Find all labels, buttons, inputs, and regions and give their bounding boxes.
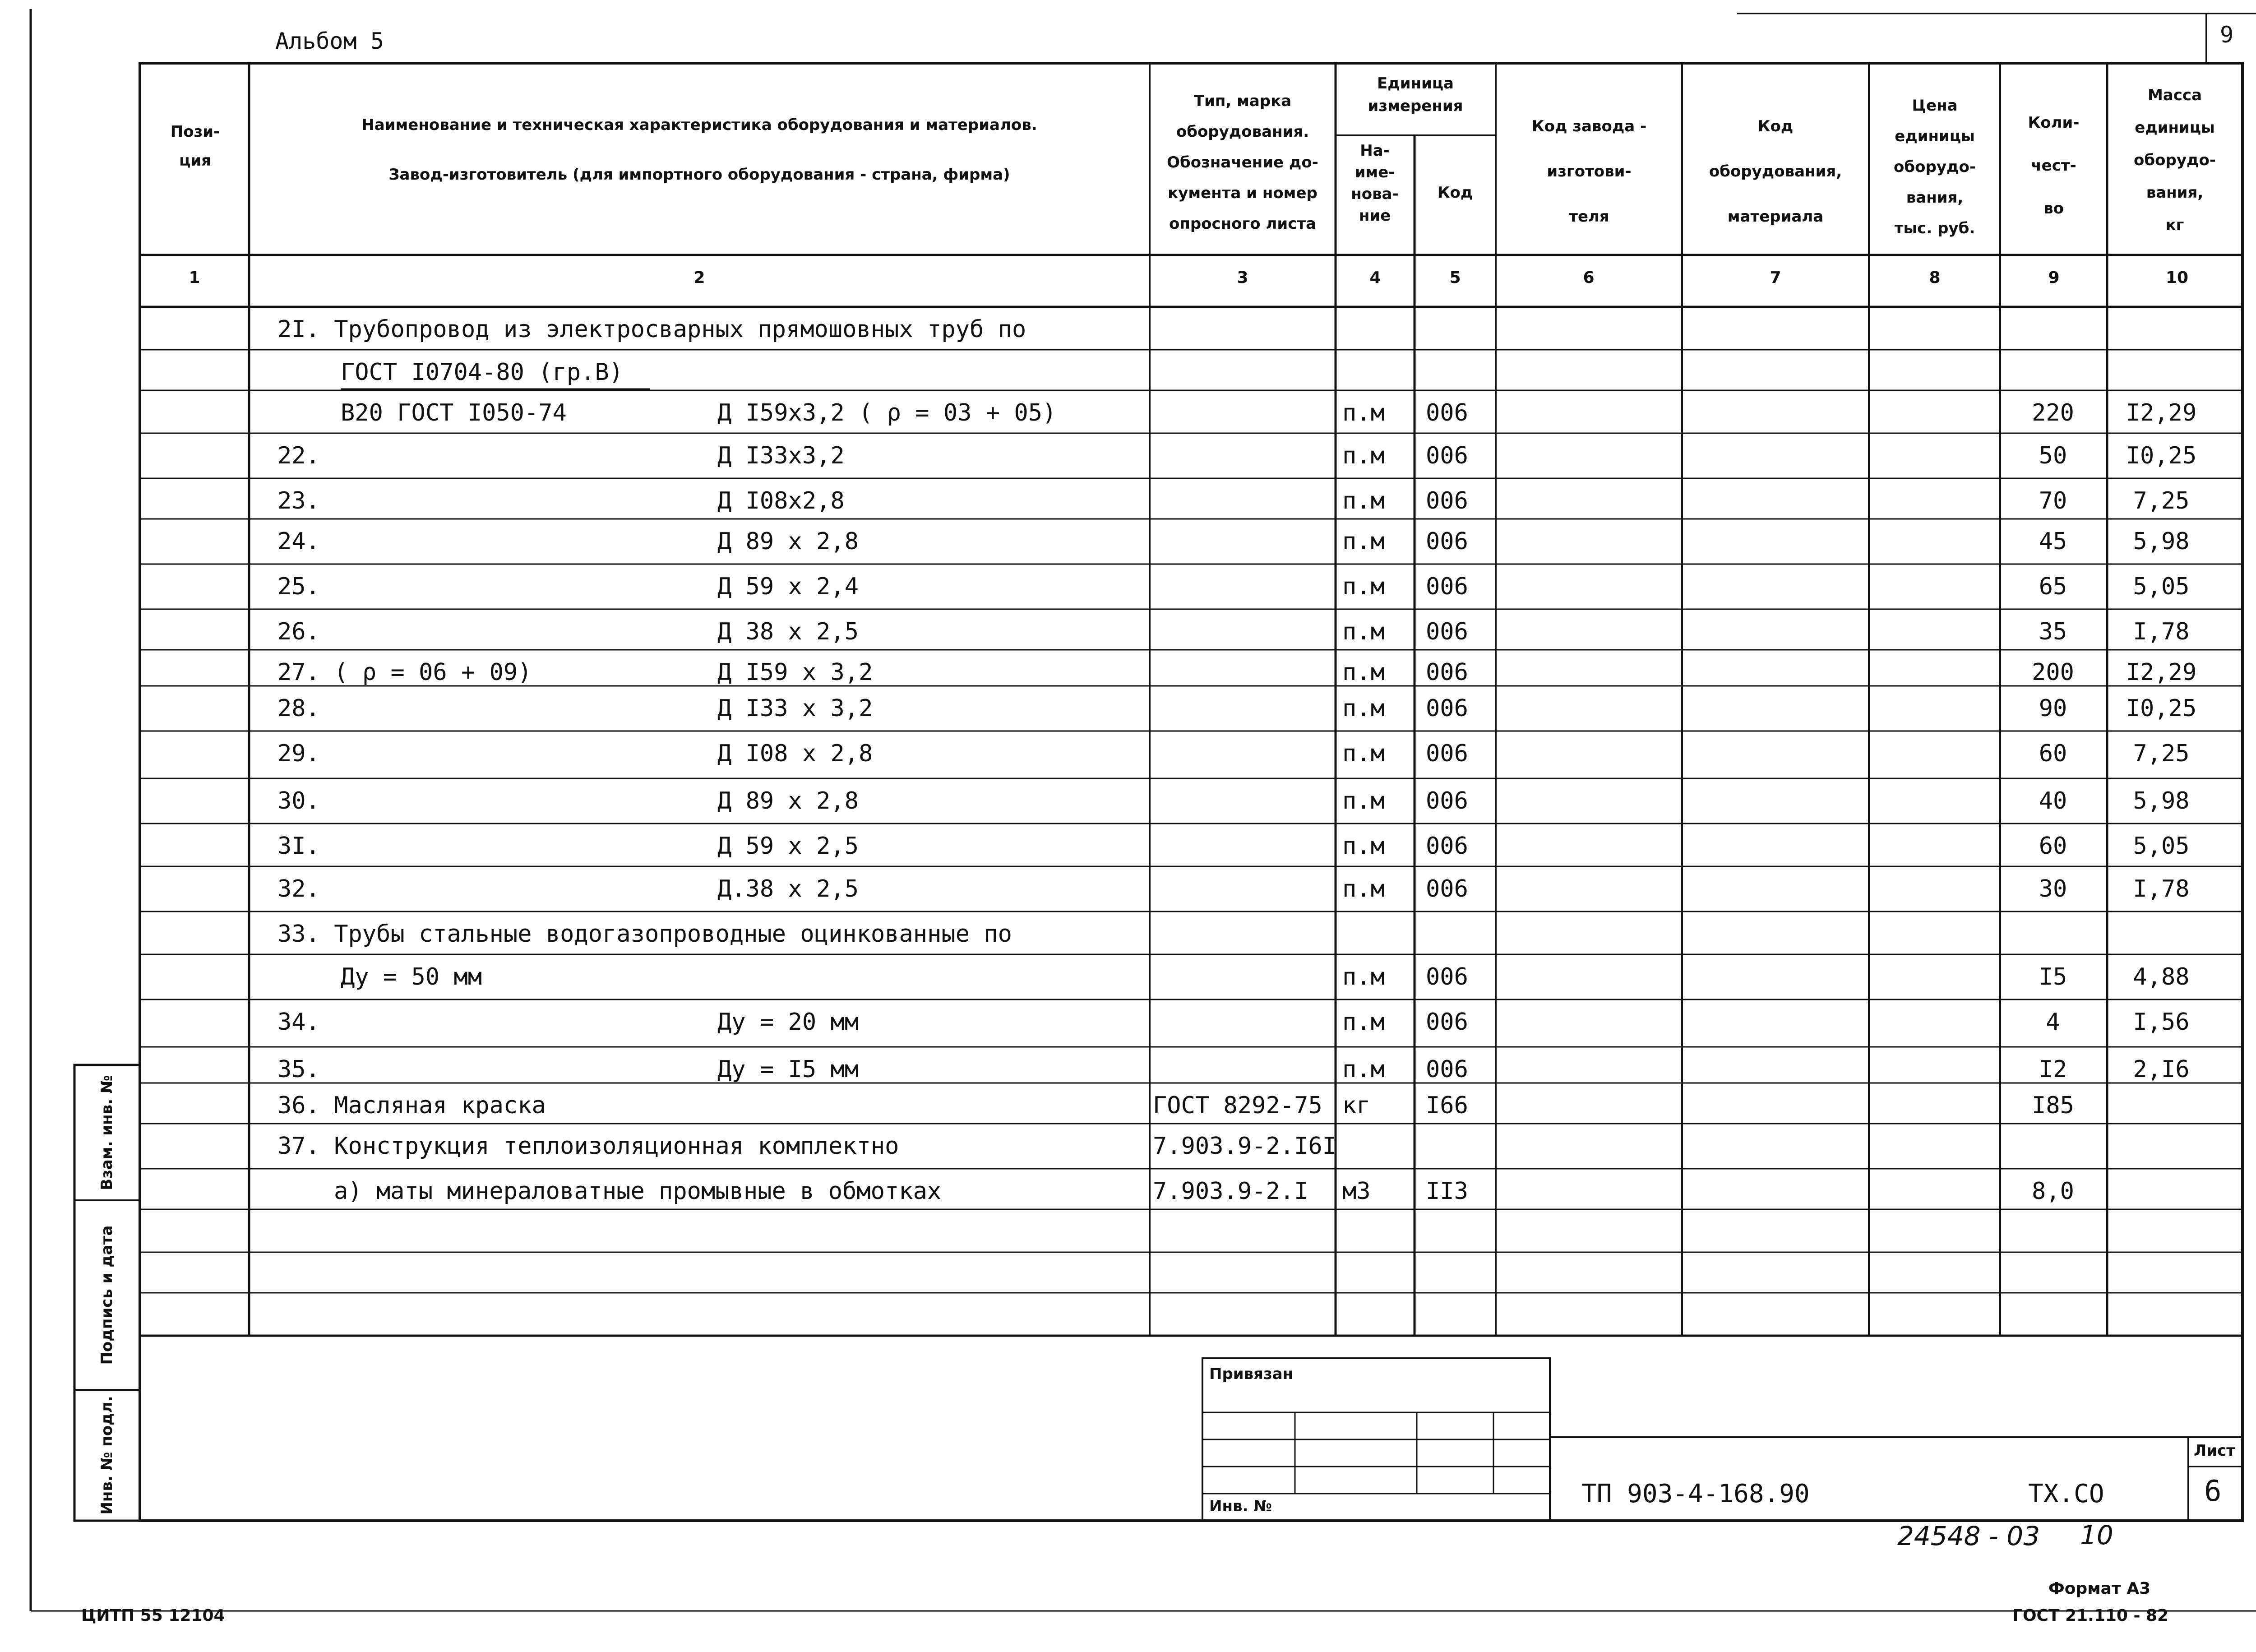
row-mass: I2,29 [2126,399,2197,426]
row-quantity: 200 [2032,659,2074,686]
row-mass: 7,25 [2133,487,2190,514]
row-size: Д I08х2,8 [717,487,845,514]
header-name-line1: Наименование и техническая характеристика оборудования и материалов. [361,116,1037,134]
header-price: Цена единицы оборудо- вания, тыс. руб. [1894,97,1976,237]
row-mass: I,78 [2133,618,2190,645]
row-quantity: I2 [2039,1056,2067,1083]
column-number: 10 [2166,268,2189,287]
row-quantity: I85 [2032,1092,2074,1119]
row-name: 22. [277,442,320,469]
row-code: 006 [1426,1056,1468,1083]
column-number: 7 [1770,268,1781,287]
row-mass: I2,29 [2126,659,2197,686]
page-corner-number: 9 [2220,22,2234,48]
row-name: 3I. [277,833,320,860]
column-number: 2 [693,268,705,287]
row-name: Ду = 50 мм [341,963,482,990]
row-quantity: 8,0 [2032,1178,2074,1205]
row-code: 006 [1426,487,1468,514]
album-label: Альбом 5 [275,28,384,54]
header-type-doc: Тип, марка оборудования. Обозначение до- кумента и номер опросного листа [1167,92,1318,233]
row-quantity: 40 [2039,787,2067,814]
row-quantity: 70 [2039,487,2067,514]
footer-left-code: ЦИТП 55 12104 [81,1606,225,1625]
header-position: Пози- ция [170,123,220,170]
row-size: Д 89 х 2,8 [717,787,859,814]
row-mass: I,56 [2133,1009,2190,1036]
row-code: 006 [1426,963,1468,990]
header-unit: Единица измерения [1368,74,1463,115]
row-unit: п.м [1342,695,1385,722]
column-number: 3 [1237,268,1248,287]
row-size: Д I33 х 3,2 [717,695,873,722]
format-label: Формат А3 [2048,1579,2151,1598]
row-name: 34. [277,1009,320,1036]
row-doc: 7.903.9-2.I [1153,1178,1308,1205]
row-quantity: 4 [2046,1009,2060,1036]
row-quantity: 65 [2039,573,2067,600]
header-quantity: Коли- чест- во [2028,114,2080,217]
row-code: 006 [1426,399,1468,426]
side-label-signature-date: Подпись и дата [98,1225,116,1365]
row-name: В20 ГОСТ I050-74 [341,399,567,426]
sheet-number: 6 [2204,1475,2222,1508]
row-mass: 5,98 [2133,528,2190,555]
row-size: Д I33х3,2 [717,442,845,469]
stamp-attached-label: Привязан [1209,1365,1294,1383]
row-mass: I,78 [2133,875,2190,902]
row-doc: ГОСТ 8292-75 [1153,1092,1322,1119]
row-name: 36. Масляная краска [277,1092,546,1119]
row-code: 006 [1426,528,1468,555]
side-label-original-inv: Инв. № подл. [98,1396,116,1515]
row-quantity: 60 [2039,833,2067,860]
row-mass: 5,98 [2133,787,2190,814]
gost-label: ГОСТ 21.110 - 82 [2012,1606,2169,1625]
row-code: 006 [1426,659,1468,686]
row-name: 25. [277,573,320,600]
row-size: Д.38 х 2,5 [717,875,859,902]
row-name: 33. Трубы стальные водогазопроводные оцинкованные по [277,921,1012,948]
row-quantity: 60 [2039,740,2067,767]
document-code: ТП 903-4-168.90 [1581,1479,1810,1509]
stamp-inv-label: Инв. № [1209,1497,1272,1515]
row-code: 006 [1426,1009,1468,1036]
row-code: 006 [1426,787,1468,814]
row-mass: I0,25 [2126,695,2197,722]
column-number: 5 [1449,268,1461,287]
row-code: I66 [1426,1092,1468,1119]
header-unit-name: На- име- нова- ние [1351,142,1399,225]
row-mass: 5,05 [2133,833,2190,860]
row-name: 27. ( ρ = 06 + 09) [277,659,532,686]
row-size: Д 89 х 2,8 [717,528,859,555]
row-unit: п.м [1342,573,1385,600]
row-quantity: I5 [2039,963,2067,990]
row-code: 006 [1426,618,1468,645]
row-quantity: 90 [2039,695,2067,722]
document-mark: ТХ.СО [2028,1479,2104,1509]
row-size: Д 59 х 2,4 [717,573,859,600]
row-mass: 5,05 [2133,573,2190,600]
row-code: 006 [1426,740,1468,767]
column-number: 4 [1369,268,1381,287]
row-code: 006 [1426,573,1468,600]
row-unit: п.м [1342,875,1385,902]
row-unit: п.м [1342,659,1385,686]
row-code: 006 [1426,875,1468,902]
row-size: Ду = I5 мм [717,1056,859,1083]
row-mass: 4,88 [2133,963,2190,990]
row-unit: м3 [1342,1178,1371,1205]
row-unit: п.м [1342,787,1385,814]
column-number: 6 [1583,268,1595,287]
row-name: 30. [277,787,320,814]
row-name: 24. [277,528,320,555]
header-factory-code: Код завода - изготови- теля [1531,117,1647,226]
column-number: 9 [2048,268,2060,287]
row-code: 006 [1426,695,1468,722]
row-name: 23. [277,487,320,514]
header-unit-code: Код [1437,184,1473,202]
row-unit: п.м [1342,399,1385,426]
row-quantity: 50 [2039,442,2067,469]
column-number: 8 [1929,268,1941,287]
row-code: 006 [1426,442,1468,469]
row-unit: п.м [1342,963,1385,990]
row-unit: п.м [1342,528,1385,555]
row-quantity: 30 [2039,875,2067,902]
row-unit: п.м [1342,618,1385,645]
row-name: ГОСТ I0704-80 (гр.В) [341,359,624,386]
row-unit: кг [1342,1092,1371,1119]
row-mass: 7,25 [2133,740,2190,767]
row-code: II3 [1426,1178,1468,1205]
row-size: Д 59 х 2,5 [717,833,859,860]
row-name: 37. Конструкция теплоизоляционная комплектно [277,1133,899,1160]
row-unit: п.м [1342,1009,1385,1036]
row-size: Д 38 х 2,5 [717,618,859,645]
row-name: 28. [277,695,320,722]
row-size: Ду = 20 мм [717,1009,859,1036]
row-size: Д I08 х 2,8 [717,740,873,767]
row-doc: 7.903.9-2.I6I [1153,1133,1336,1160]
row-unit: п.м [1342,442,1385,469]
header-equipment-code: Код оборудования, материала [1709,117,1842,226]
row-mass: I0,25 [2126,442,2197,469]
row-size: Д I59х3,2 ( ρ = 03 + 05) [717,399,1057,426]
row-size: Д I59 х 3,2 [717,659,873,686]
side-label-replaced-inv: Взам. инв. № [98,1075,116,1190]
sheet-label: Лист [2194,1442,2235,1460]
row-code: 006 [1426,833,1468,860]
handwritten-register-number: 24548 - 03 [1897,1521,2040,1551]
row-name: 2I. Трубопровод из электросварных прямошовных труб по [277,316,1026,343]
row-unit: п.м [1342,1056,1385,1083]
row-quantity: 220 [2032,399,2074,426]
row-name: 29. [277,740,320,767]
row-quantity: 45 [2039,528,2067,555]
row-quantity: 35 [2039,618,2067,645]
row-unit: п.м [1342,833,1385,860]
row-name: 26. [277,618,320,645]
row-name: 32. [277,875,320,902]
row-unit: п.м [1342,487,1385,514]
header-name-line2: Завод-изготовитель (для импортного оборудования - страна, фирма) [388,166,1010,184]
row-name: а) маты минераловатные промывные в обмотках [334,1178,942,1205]
row-name: 35. [277,1056,320,1083]
column-number: 1 [189,268,200,287]
handwritten-page-number: 10 [2080,1520,2113,1550]
row-mass: 2,I6 [2133,1056,2190,1083]
row-unit: п.м [1342,740,1385,767]
header-mass: Масса единицы оборудо- вания, кг [2134,86,2216,234]
